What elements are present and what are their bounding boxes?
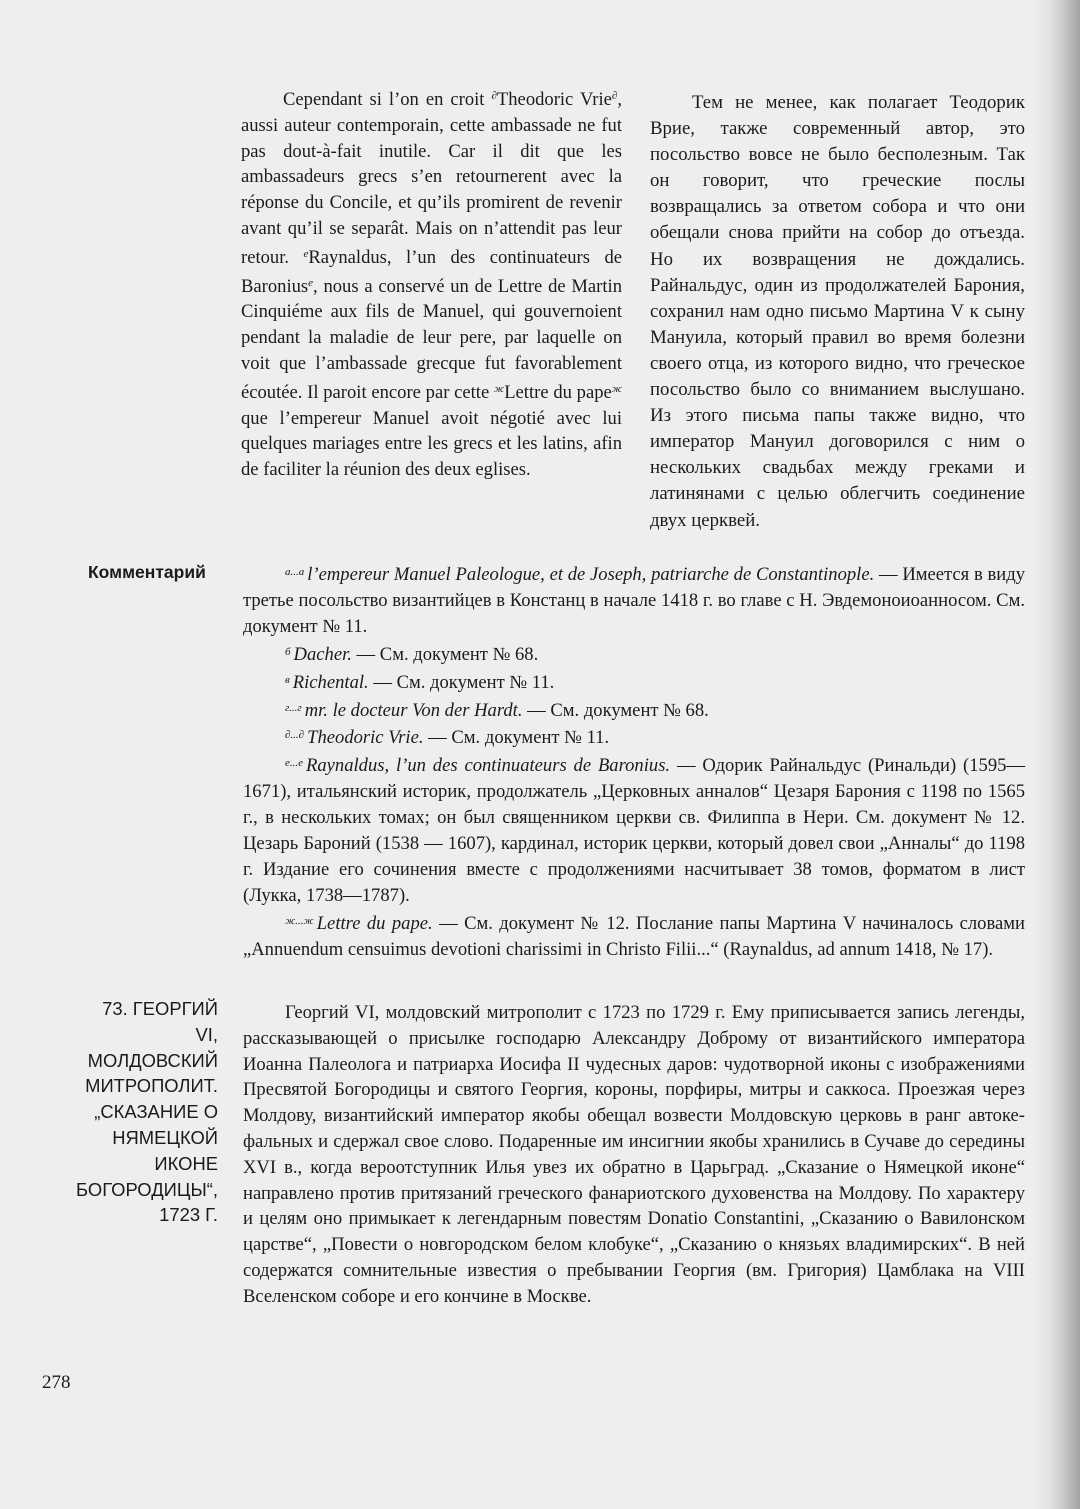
section-body xyxy=(243,1000,1025,1310)
commentary-entry: $^{а...а}$ l’empereur Manuel Paleologue, et de Joseph, patriarche de Constantinople. — Имеется в виду третье посольство византийцев в Констанц в начале 1418 г. во главе с Н. Эвдемоноиоанносом. См. документ № 11. xyxy=(243,564,1025,637)
commentary-entry: $^б$ Dacher. — См. документ № 68. xyxy=(285,643,539,665)
heading-line: 73. ГЕОРГИЙ xyxy=(102,998,218,1019)
commentary-block xyxy=(243,560,1025,963)
heading-line: VI, xyxy=(195,1023,218,1045)
heading-line: МИТРОПОЛИТ. xyxy=(85,1075,218,1097)
heading-line: ИКОНЕ xyxy=(154,1152,218,1174)
french-paragraph: Cependant si l’on en croit ∂Theodoric Vrie∂, aussi auteur contemporain, cette ambassade ne fut pas dout-à-fait inutile. Car il dit que les ambassadeurs grecs s’en retournerent avec la réponse du Concile, et qu’ils promirent de revenir avant qu’il se separât. Mais on n’attendit pas leur retour. $^e$Raynaldus, l’un des continuateurs de Baronius$^e$, nous a conservé un de Lettre de Martin Cinquiéme aux fils de Manuel, qui gouvernoient pendant la maladie de leur pere, par laquelle on voit que l’ambassade grecque fut favorablement écoutée. Il paroit encore par cette $^ж$Lettre du pape$^ж$ que l’empereur Manuel avoit négotié avec lui quelques mariages entre les grecs et les latins, afin de faciliter la réunion des deux eglises. xyxy=(241,89,622,481)
commentary-entry: ∂...∂ Theodoric Vrie. — См. документ № 11. xyxy=(285,727,610,749)
heading-line: МОЛДОВСКИЙ xyxy=(87,1049,218,1071)
section-paragraph: Георгий VI, молдовский митрополит с 1723 по 1729 г. Ему приписывается запись легенды, рассказывающей о присылке господарю Александру Доброму от византийского императора Иоанна Палеолога и патриарха Иосифа II чудесных даров: чудотворной иконы с изображениями Пресвятой Богородицы и святого Георгия, короны, порфиры, митры и саккоса. Проезжая через Молдову, византийский император якобы обещал возвести Молдовскую церковь в ранг автокефальных и сдержал свое слово. Подаренные им инсигнии якобы хранились в Сучаве до середины XVI в., когда вероотступник Илья увез их обратно в Царьград. „Сказание о Нямецкой иконе“ направлено против притязаний греческого фанариотского духовенства на Молдову. По характеру и целям оно примыкает к легендарным повестям Donatio Constantini, „Сказанию о Вавилонском царстве“, „Повести о новгородском белом клобуке“, „Сказанию о князьях владимирских“. В ней содержатся сомнительные известия о пребывании Георгия (вм. Григория) Цамблака на VIII Вселенском соборе и его кончине в Москве. xyxy=(243,1002,1025,1307)
heading-line: БОГОРОДИЦЫ“, xyxy=(76,1178,218,1200)
heading-line: 1723 Г. xyxy=(159,1204,218,1226)
commentary-label: Комментарий xyxy=(88,562,206,582)
russian-column xyxy=(650,90,1025,534)
section-heading xyxy=(40,996,218,1228)
book-gutter-shadow xyxy=(1034,0,1080,1509)
commentary-entry: $^{е...е}$ Raynaldus, l’un des continuateurs de Baronius. — Одорик Райнальдус (Ринальди) (1595—1671), итальянский историк, продолжатель „Церковных анналов“ Цезаря Барония с 1198 по 1565 г., в нескольких томах; он был священником церкви св. Филиппа в Нери. См. документ № 12. Цезарь Бароний (1538 — 1607), кардинал, историк церкви, который довел свои „Анналы“ до 1198 г. Издание его сочинения вместе с продолжениями насчитывает 38 томов, форматом в лист (Лукка, 1738—1787). xyxy=(243,755,1026,906)
commentary-entry: $^в$ Richental. — См. документ № 11. xyxy=(285,671,555,693)
heading-line: „СКАЗАНИЕ О xyxy=(94,1101,218,1123)
french-column xyxy=(241,84,622,483)
page-number: 278 xyxy=(42,1372,71,1393)
heading-line: НЯМЕЦКОЙ xyxy=(112,1126,218,1148)
commentary-entry: $^{ж...ж}$ Lettre du pape. — См. документ № 12. Послание папы Мартина V начиналось словами „Annuendum censuimus devotioni charissimi in Christo Filii...“ (Raynaldus, ad annum 1418, № 17). xyxy=(243,912,1025,960)
russian-paragraph: Тем не менее, как полагает Теодорик Врие, также современный автор, это посольство вовсе не было бесполезным. Так он говорит, что греческие послы возвращались за ответом собора и что они обещали снова прийти на собор до отъезда. Но их возвращения не дождались. Райнальдус, один из продолжателей Барония, сохранил нам одно письмо Мартина V к сыну Мануила, который правил во время болезни своего отца, из которого видно, что греческое посольство было со вниманием выслушано. Из этого письма папы также видно, что император Мануил договорился с ним о нескольких свадьбах между греками и латинянами с целью облегчить соединение двух церквей. xyxy=(650,92,1025,531)
commentary-entry: $^{г...г}$ mr. le docteur Von der Hardt. — См. документ № 68. xyxy=(285,699,709,721)
